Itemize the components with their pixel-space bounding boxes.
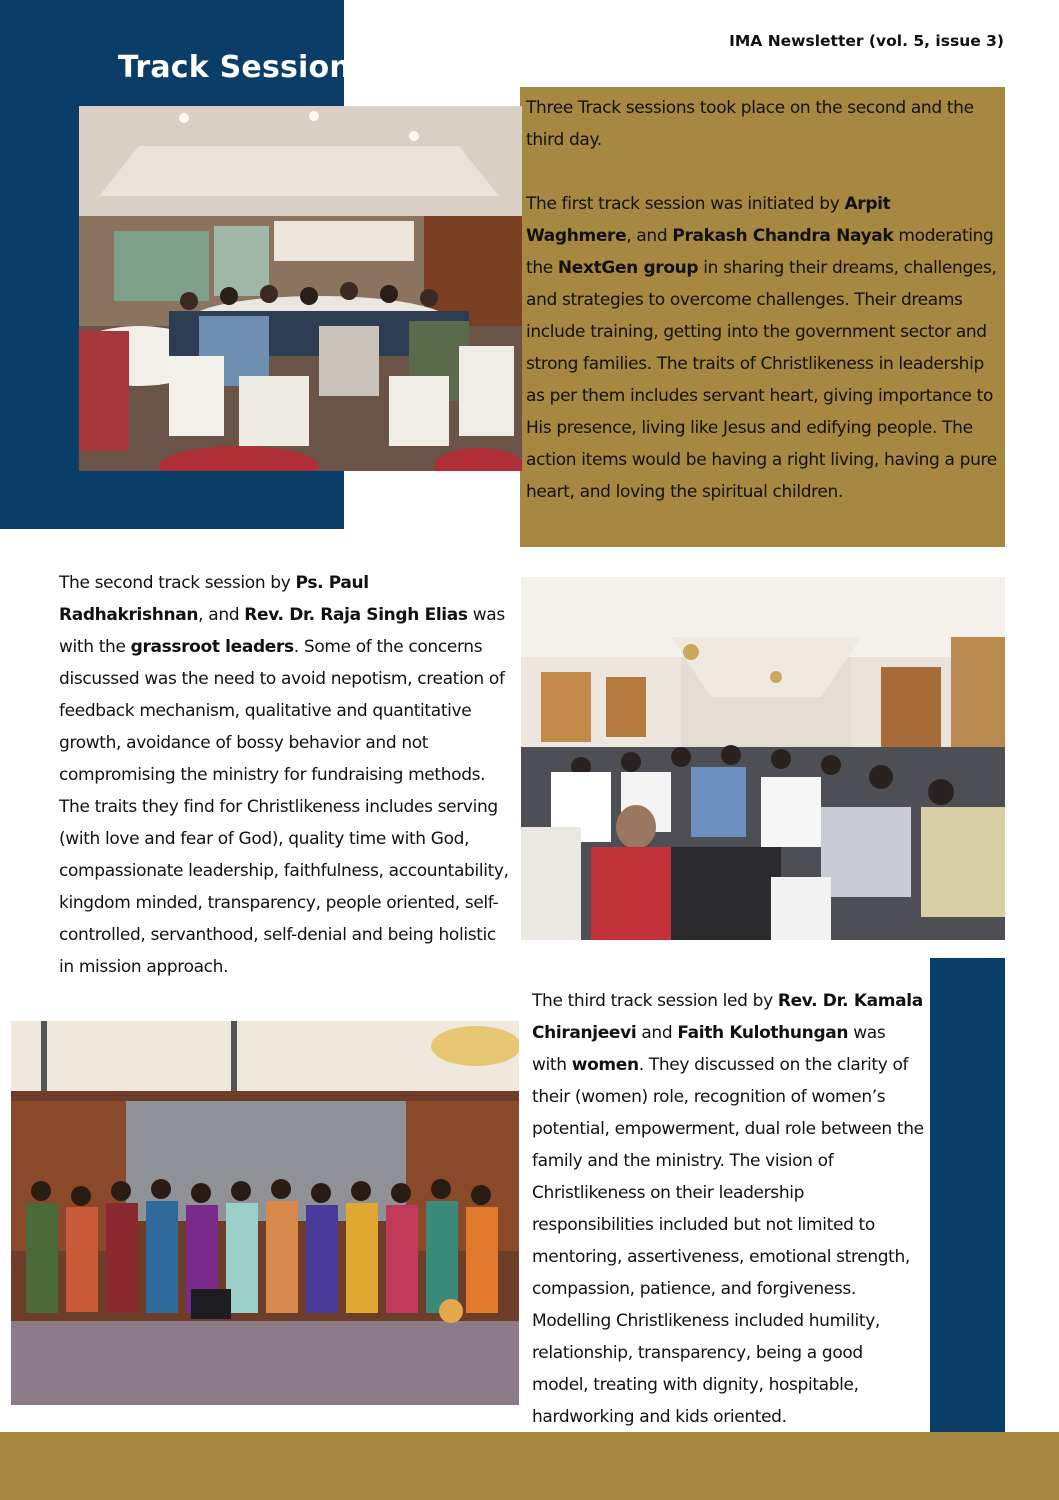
footer-band xyxy=(0,1432,1059,1500)
kamala-chiranjeevi-name: Rev. Dr. Kamala Chiranjeevi xyxy=(532,991,923,1043)
photo-women-group xyxy=(11,1021,519,1405)
prakash-nayak-name: Prakash Chandra Nayak xyxy=(672,226,894,246)
second-session-paragraph: The second track session by Ps. Paul Radhakrishnan, and Rev. Dr. Raja Singh Elias was with the grassroot leaders. Some of the concerns discussed was the need to avoid nepotism, creation of feedback mechanism, qualitative and quantitative growth, avoidance of bossy behavior and not compromising the ministry for fundraising methods. The traits they find for Christlikeness includes serving (with love and fear of God), quality time with God, compassionate leadership, faithfulness, accountability, kingdom minded, transparency, people oriented, self-controlled, servanthood, self-denial and being holistic in mission approach. xyxy=(59,573,509,977)
paul-radhakrishnan-name: Ps. Paul Radhakrishnan xyxy=(59,573,369,625)
page-title: Track Sessions xyxy=(118,50,369,85)
grassroot-leaders-label: grassroot leaders xyxy=(130,637,294,657)
newsletter-issue: IMA Newsletter (vol. 5, issue 3) xyxy=(729,32,1004,50)
arpit-waghmere-name: Arpit Waghmere xyxy=(526,194,891,246)
faith-kulothungan-name: Faith Kulothungan xyxy=(677,1023,849,1043)
photo-nextgen-session xyxy=(79,106,522,471)
raja-singh-elias-name: Rev. Dr. Raja Singh Elias xyxy=(244,605,468,625)
women-label: women xyxy=(571,1055,639,1075)
third-session-paragraph: The third track session led by Rev. Dr. Kamala Chiranjeevi and Faith Kulothungan was with women. They discussed on the clarity of their (women) role, recognition of women’s potential, empowerment, dual role between the family and the ministry. The vision of Christlikeness on their leadership responsibilities included but not limited to mentoring, assertiveness, emotional strength, compassion, patience, and forgiveness. Modelling Christlikeness included humility, relationship, transparency, being a good model, treating with dignity, hospitable, hardworking and kids oriented. xyxy=(532,991,924,1427)
nextgen-group-label: NextGen group xyxy=(557,258,699,278)
navy-side-strip xyxy=(930,958,1005,1432)
intro-paragraph: Three Track sessions took place on the second and the third day. xyxy=(526,98,974,150)
first-session-paragraph: The first track session was initiated by Arpit Waghmere, and Prakash Chandra Nayak moderating the NextGen group in sharing their dreams, challenges, and strategies to overcome challenges. Their dreams include training, getting into the government sector and strong families. The traits of Christlikeness in leadership as per them includes servant heart, giving importance to His presence, living like Jesus and edifying people. The action items would be having a right living, having a pure heart, and loving the spiritual children. xyxy=(526,194,997,502)
photo-grassroot-session xyxy=(521,577,1005,940)
